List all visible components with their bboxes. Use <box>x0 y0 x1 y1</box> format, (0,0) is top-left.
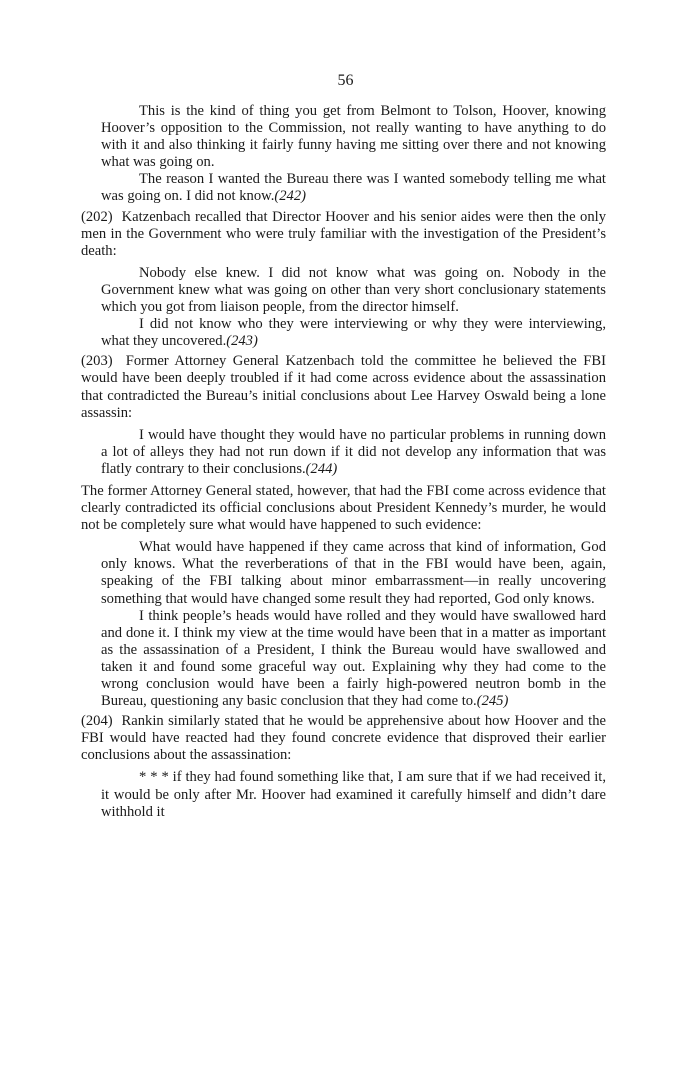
quote-text: * * * if they had found something like that, I am sure that if we had received it, it would be only after Mr. Hoover had examined it carefully himself and didn’t dare withhold it <box>101 769 606 820</box>
quote-paragraph <box>101 769 606 820</box>
footnote-citation: (242) <box>274 188 306 205</box>
quote-text: I would have thought they would have no particular problems in running down a lot of alleys they had not run down if it did not develop any information that was flatly contrary to their conclusions. <box>101 426 606 477</box>
footnote-citation: (245) <box>476 693 509 710</box>
block-quote-nobody-knew <box>101 265 606 350</box>
block-quote-hoover-belmont <box>101 103 606 206</box>
quote-paragraph <box>101 103 606 171</box>
paragraph-text: Former Attorney General Katzenbach told the committee he believed the FBI would have been deeply troubled if it had come across evidence about the assassination that contradicted the Bureau’s initial conclusions about Lee Harvey Oswald being a lone assassin: <box>81 353 607 421</box>
paragraph-text: Katzenbach recalled that Director Hoover and his senior aides were then the only men in the Government who were truly familiar with the investigation of the President’s death: <box>81 208 607 259</box>
quote-paragraph <box>101 316 606 350</box>
quote-paragraph <box>101 608 606 711</box>
block-quote-rankin <box>101 769 606 820</box>
quote-text: What would have happened if they came across that kind of information, God only knows. What the reverberations of that in the FBI would have been, again, speaking of the FBI talking about minor embarrassment—in really uncovering something that would have changed some result they had reported, God only knows. <box>101 539 606 607</box>
paragraph-204 <box>81 713 606 764</box>
footnote-citation: (244) <box>305 460 338 477</box>
page-number: 56 <box>337 72 354 89</box>
quote-text: The reason I wanted the Bureau there was I wanted somebody telling me what was going on. I did not know. <box>101 171 606 205</box>
quote-text: Nobody else knew. I did not know what was going on. Nobody in the Government knew what was going on other than very short conclusionary statements which you got from liaison people, from the director himself. <box>101 264 606 316</box>
quote-text: I think people’s heads would have rolled and they would have swallowed hard and done it. I think my view at the time would have been that in a matter as important as the assassination of a President, I think the Bureau would have swallowed and taken it and found some graceful way out. Explaining why they had come to the wrong conclusion would have been a fairly high-powered neutron bomb in the Bureau, questioning any basic conclusion that they had come to. <box>101 607 606 710</box>
paragraph-number: (204) <box>81 713 113 730</box>
quote-paragraph <box>101 539 606 607</box>
paragraph-203 <box>81 353 606 421</box>
block-quote-god-only-knows <box>101 539 606 710</box>
footnote-citation: (243) <box>226 333 258 350</box>
block-quote-no-problems <box>101 427 606 478</box>
quote-paragraph <box>101 427 606 478</box>
quote-paragraph <box>101 171 606 205</box>
paragraph-text: Rankin similarly stated that he would be apprehensive about how Hoover and the FBI would have reacted had they found concrete evidence that disproved their earlier conclusions about the assassination: <box>81 713 606 764</box>
paragraph-former-attorney-general <box>81 483 606 534</box>
paragraph-number: (203) <box>81 353 113 370</box>
page-body <box>81 103 606 821</box>
quote-paragraph <box>101 265 606 316</box>
quote-text: I did not know who they were interviewing or why they were interviewing, what they uncovered. <box>101 316 606 350</box>
paragraph-number: (202) <box>81 208 113 225</box>
paragraph-text: The former Attorney General stated, however, that had the FBI come across evidence that clearly contradicted its official conclusions about President Kennedy’s murder, he would not be completely sure what would have happened to such evidence: <box>81 482 606 534</box>
quote-text: This is the kind of thing you get from Belmont to Tolson, Hoover, knowing Hoover’s opposition to the Commission, not really wanting to have anything to do with it and also thinking it fairly funny having me sitting over there and not knowing what was going on. <box>101 103 606 171</box>
paragraph-202 <box>81 209 606 260</box>
